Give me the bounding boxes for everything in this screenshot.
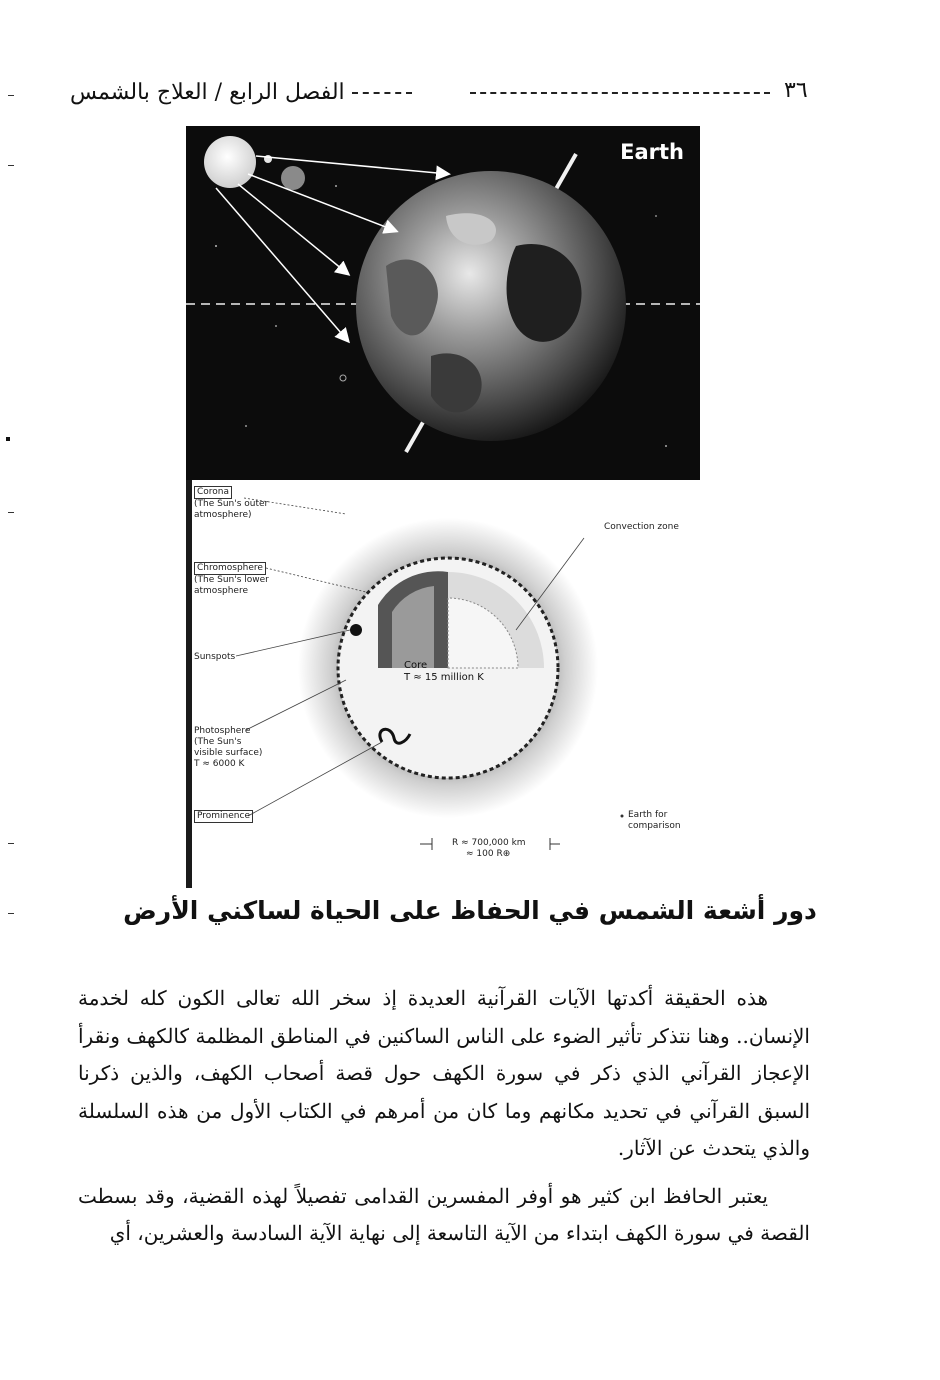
- sun-structure-diagram: [186, 480, 700, 888]
- sun-structure-graphic: [186, 480, 700, 888]
- paragraph: يعتبر الحافظ ابن كثير هو أوفر المفسرين القدامى تفصيلاً لهذه القضية، وقد بسطت القصة في سورة الكهف ابتداء من الآية التاسعة إلى نهاية الآية السادسة والعشرين، أي: [78, 1183, 810, 1245]
- corona-label: Corona (The Sun's outer atmosphere): [194, 487, 269, 520]
- sun-disc: [204, 136, 256, 188]
- photosphere-label: Photosphere (The Sun's visible surface) T ≈ 6000 K: [194, 726, 263, 769]
- earth-label: Earth: [620, 140, 684, 164]
- header-rule: [470, 92, 770, 94]
- paragraph: هذه الحقيقة أكدتها الآيات القرآنية العديدة إذ سخر الله تعالى الكون كله لخدمة الإنسان.. وهنا نتذكر تأثير الضوء على الناس الساكنين في المناطق المظلمة كالكهف ونقرأ الإعجاز القرآني الذي ذكر في سورة الكهف حول قصة أصحاب الكهف، والذين ذكرنا السبق القرآني في تحديد مكانهم وما كان من أمرهم في الكتاب الأول من هذه السلسلة والذي يتحدث عن الآثار.: [78, 986, 810, 1160]
- earth-sun-illustration: [186, 126, 700, 480]
- earth-comparison-label: Earth for comparison: [628, 810, 681, 831]
- margin-mark: [8, 95, 14, 96]
- margin-mark: [6, 437, 10, 441]
- margin-mark: [8, 843, 14, 844]
- margin-mark: [8, 512, 14, 513]
- page-number: ٣٦: [784, 78, 808, 103]
- margin-mark: [8, 913, 14, 914]
- section-title: دور أشعة الشمس في الحفاظ على الحياة لساكني الأرض: [123, 896, 817, 925]
- radius-label: R ≈ 700,000 km ≈ 100 R⊕: [452, 838, 526, 859]
- earth-sun-graphic: [186, 126, 700, 480]
- prominence-label: Prominence: [194, 810, 253, 823]
- core-label: Core T ≈ 15 million K: [404, 660, 484, 683]
- running-head-title: الفصل الرابع / العلاج بالشمس: [70, 80, 345, 105]
- body-text: [78, 980, 810, 1253]
- chromosphere-label: Chromosphere (The Sun's lower atmosphere: [194, 563, 269, 596]
- sunspots-label: Sunspots: [194, 652, 236, 662]
- header-rule-short: [352, 92, 412, 94]
- convection-zone-label: Convection zone: [604, 522, 679, 532]
- margin-mark: [8, 165, 14, 166]
